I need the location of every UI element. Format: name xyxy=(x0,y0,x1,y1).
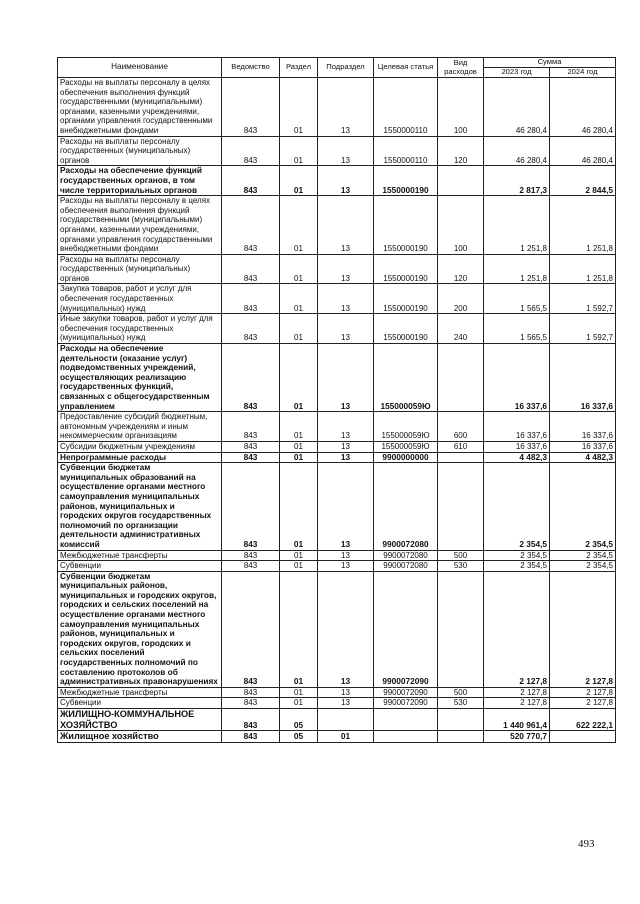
cell-sum-2023: 1 251,8 xyxy=(484,254,550,284)
cell-department: 843 xyxy=(222,344,280,412)
cell-subsection: 13 xyxy=(318,412,374,442)
cell-sum-2024: 46 280,4 xyxy=(550,78,616,137)
cell-sum-2024 xyxy=(550,731,616,743)
cell-sum-2024: 2 127,8 xyxy=(550,571,616,687)
table-row xyxy=(58,709,616,731)
cell-department: 843 xyxy=(222,284,280,314)
cell-expense-type xyxy=(438,731,484,743)
budget-table xyxy=(57,57,616,743)
header-sum: Сумма xyxy=(484,58,616,68)
cell-section: 01 xyxy=(280,687,318,698)
cell-name: ЖИЛИЩНО-КОММУНАЛЬНОЕ ХОЗЯЙСТВО xyxy=(58,709,222,731)
budget-table-sheet xyxy=(57,57,615,743)
cell-sum-2023: 2 354,5 xyxy=(484,463,550,550)
cell-department: 843 xyxy=(222,452,280,463)
cell-section: 01 xyxy=(280,78,318,137)
cell-subsection: 13 xyxy=(318,698,374,709)
cell-target: 155000059Ю xyxy=(374,344,438,412)
cell-sum-2023: 1 251,8 xyxy=(484,196,550,255)
cell-subsection: 13 xyxy=(318,687,374,698)
cell-target xyxy=(374,709,438,731)
cell-expense-type xyxy=(438,344,484,412)
cell-expense-type: 100 xyxy=(438,78,484,137)
cell-section: 05 xyxy=(280,731,318,743)
cell-sum-2024: 2 354,5 xyxy=(550,561,616,572)
cell-name: Жилищное хозяйство xyxy=(58,731,222,743)
cell-subsection: 13 xyxy=(318,166,374,196)
cell-sum-2023: 16 337,6 xyxy=(484,441,550,452)
cell-section: 01 xyxy=(280,136,318,166)
cell-subsection: 13 xyxy=(318,452,374,463)
cell-sum-2024: 622 222,1 xyxy=(550,709,616,731)
cell-expense-type: 120 xyxy=(438,254,484,284)
cell-name: Расходы на выплаты персоналу государственных (муниципальных) органов xyxy=(58,136,222,166)
table-row xyxy=(58,254,616,284)
cell-target: 9900072080 xyxy=(374,463,438,550)
cell-target: 155000059Ю xyxy=(374,441,438,452)
cell-name: Расходы на выплаты персоналу государственных (муниципальных) органов xyxy=(58,254,222,284)
cell-subsection: 13 xyxy=(318,571,374,687)
cell-department: 843 xyxy=(222,78,280,137)
cell-section: 01 xyxy=(280,196,318,255)
cell-sum-2023: 2 127,8 xyxy=(484,571,550,687)
cell-expense-type xyxy=(438,709,484,731)
cell-name: Иные закупки товаров, работ и услуг для обеспечения государственных (муниципальных) нужд xyxy=(58,314,222,344)
cell-section: 01 xyxy=(280,550,318,561)
cell-target: 1550000190 xyxy=(374,254,438,284)
cell-section: 01 xyxy=(280,441,318,452)
header-subsection: Подраздел xyxy=(318,58,374,78)
cell-department: 843 xyxy=(222,561,280,572)
table-row xyxy=(58,166,616,196)
cell-sum-2024: 1 592,7 xyxy=(550,284,616,314)
cell-target: 1550000110 xyxy=(374,78,438,137)
cell-sum-2023: 2 127,8 xyxy=(484,698,550,709)
cell-sum-2023: 1 565,5 xyxy=(484,314,550,344)
cell-target: 1550000190 xyxy=(374,166,438,196)
cell-department: 843 xyxy=(222,314,280,344)
cell-name: Расходы на обеспечение функций государственных органов, в том числе территориальных органов xyxy=(58,166,222,196)
table-row xyxy=(58,550,616,561)
cell-subsection: 13 xyxy=(318,441,374,452)
cell-subsection: 13 xyxy=(318,344,374,412)
cell-name: Расходы на обеспечение деятельности (оказание услуг) подведомственных учреждений, осуществляющих реализацию государственных функций, связанных с общегосударственным управлением xyxy=(58,344,222,412)
header-department: Ведомство xyxy=(222,58,280,78)
page-number: 493 xyxy=(578,838,595,850)
cell-department: 843 xyxy=(222,571,280,687)
cell-section: 01 xyxy=(280,254,318,284)
cell-department: 843 xyxy=(222,136,280,166)
cell-name: Субвенции xyxy=(58,698,222,709)
cell-section: 01 xyxy=(280,561,318,572)
cell-sum-2023: 2 817,3 xyxy=(484,166,550,196)
cell-subsection: 13 xyxy=(318,78,374,137)
table-row xyxy=(58,196,616,255)
cell-target: 1550000110 xyxy=(374,136,438,166)
header-section: Раздел xyxy=(280,58,318,78)
cell-section: 01 xyxy=(280,314,318,344)
cell-sum-2023: 520 770,7 xyxy=(484,731,550,743)
cell-expense-type xyxy=(438,463,484,550)
cell-expense-type: 530 xyxy=(438,698,484,709)
cell-department: 843 xyxy=(222,166,280,196)
cell-department: 843 xyxy=(222,550,280,561)
cell-sum-2023: 1 440 961,4 xyxy=(484,709,550,731)
cell-target xyxy=(374,731,438,743)
cell-expense-type: 120 xyxy=(438,136,484,166)
cell-expense-type: 500 xyxy=(438,550,484,561)
cell-target: 9900000000 xyxy=(374,452,438,463)
cell-department: 843 xyxy=(222,254,280,284)
cell-subsection: 13 xyxy=(318,284,374,314)
cell-target: 9900072090 xyxy=(374,698,438,709)
table-row xyxy=(58,344,616,412)
header-name: Наименование xyxy=(58,58,222,78)
cell-subsection: 13 xyxy=(318,561,374,572)
cell-name: Субвенции бюджетам муниципальных образований на осуществление органами местного самоуправления муниципальных районов, муниципальных и городских округов государственных полномочий по организации деятельности административных комиссий xyxy=(58,463,222,550)
table-row xyxy=(58,441,616,452)
cell-department: 843 xyxy=(222,441,280,452)
table-row xyxy=(58,561,616,572)
cell-section: 01 xyxy=(280,452,318,463)
cell-department: 843 xyxy=(222,687,280,698)
cell-subsection: 13 xyxy=(318,136,374,166)
cell-department: 843 xyxy=(222,709,280,731)
cell-expense-type xyxy=(438,452,484,463)
cell-section: 01 xyxy=(280,166,318,196)
cell-subsection: 13 xyxy=(318,550,374,561)
cell-sum-2024: 2 354,5 xyxy=(550,463,616,550)
cell-subsection xyxy=(318,709,374,731)
header-target: Целевая статья xyxy=(374,58,438,78)
cell-sum-2024: 1 592,7 xyxy=(550,314,616,344)
cell-sum-2024: 16 337,6 xyxy=(550,344,616,412)
table-row xyxy=(58,571,616,687)
cell-expense-type: 600 xyxy=(438,412,484,442)
table-row xyxy=(58,136,616,166)
cell-name: Межбюджетные трансферты xyxy=(58,687,222,698)
cell-subsection: 13 xyxy=(318,254,374,284)
cell-target: 155000059Ю xyxy=(374,412,438,442)
cell-name: Субсидии бюджетным учреждениям xyxy=(58,441,222,452)
cell-target: 1550000190 xyxy=(374,196,438,255)
cell-sum-2024: 2 354,5 xyxy=(550,550,616,561)
cell-sum-2023: 4 482,3 xyxy=(484,452,550,463)
table-row xyxy=(58,698,616,709)
table-row xyxy=(58,463,616,550)
cell-target: 9900072080 xyxy=(374,550,438,561)
cell-department: 843 xyxy=(222,731,280,743)
cell-sum-2024: 2 844,5 xyxy=(550,166,616,196)
cell-section: 01 xyxy=(280,344,318,412)
cell-sum-2024: 46 280,4 xyxy=(550,136,616,166)
cell-name: Расходы на выплаты персоналу в целях обеспечения выполнения функций государственными (муниципальными) органами, казенными учреждениями, органами управления государственными внебюджетными фондами xyxy=(58,78,222,137)
cell-department: 843 xyxy=(222,412,280,442)
cell-sum-2023: 2 354,5 xyxy=(484,561,550,572)
cell-sum-2023: 16 337,6 xyxy=(484,344,550,412)
cell-sum-2024: 1 251,8 xyxy=(550,196,616,255)
table-row xyxy=(58,452,616,463)
cell-expense-type: 240 xyxy=(438,314,484,344)
table-body xyxy=(58,78,616,743)
cell-name: Непрограммные расходы xyxy=(58,452,222,463)
cell-expense-type: 530 xyxy=(438,561,484,572)
header-year-2024: 2024 год xyxy=(550,68,616,78)
cell-target: 9900072090 xyxy=(374,687,438,698)
cell-expense-type: 100 xyxy=(438,196,484,255)
cell-subsection: 13 xyxy=(318,196,374,255)
cell-name: Субвенции xyxy=(58,561,222,572)
table-row xyxy=(58,731,616,743)
cell-subsection: 13 xyxy=(318,463,374,550)
cell-subsection: 01 xyxy=(318,731,374,743)
cell-section: 01 xyxy=(280,698,318,709)
cell-sum-2024: 16 337,6 xyxy=(550,441,616,452)
cell-sum-2023: 1 565,5 xyxy=(484,284,550,314)
cell-sum-2024: 4 482,3 xyxy=(550,452,616,463)
cell-department: 843 xyxy=(222,196,280,255)
table-row xyxy=(58,314,616,344)
header-expense-type: Вид расходов xyxy=(438,58,484,78)
cell-name: Субвенции бюджетам муниципальных районов, муниципальных и городских округов, городских и сельских поселений на осуществление органами местного самоуправления муниципальных районов, муниципальных и городских округов, городских и сельских поселений государственных полномочий по составлению протоколов об административных правонарушениях xyxy=(58,571,222,687)
cell-sum-2023: 16 337,6 xyxy=(484,412,550,442)
cell-expense-type: 610 xyxy=(438,441,484,452)
cell-expense-type: 500 xyxy=(438,687,484,698)
cell-expense-type: 200 xyxy=(438,284,484,314)
cell-sum-2023: 46 280,4 xyxy=(484,136,550,166)
cell-target: 9900072090 xyxy=(374,571,438,687)
cell-target: 9900072080 xyxy=(374,561,438,572)
cell-target: 1550000190 xyxy=(374,314,438,344)
cell-sum-2023: 2 354,5 xyxy=(484,550,550,561)
cell-name: Расходы на выплаты персоналу в целях обеспечения выполнения функций государственными (муниципальными) органами, казенными учреждениями, органами управления государственными внебюджетными фондами xyxy=(58,196,222,255)
table-row xyxy=(58,687,616,698)
cell-expense-type xyxy=(438,571,484,687)
cell-department: 843 xyxy=(222,698,280,709)
cell-section: 01 xyxy=(280,412,318,442)
cell-section: 01 xyxy=(280,284,318,314)
cell-sum-2024: 2 127,8 xyxy=(550,698,616,709)
table-row xyxy=(58,78,616,137)
table-row xyxy=(58,412,616,442)
cell-sum-2024: 1 251,8 xyxy=(550,254,616,284)
cell-sum-2023: 46 280,4 xyxy=(484,78,550,137)
cell-expense-type xyxy=(438,166,484,196)
cell-section: 05 xyxy=(280,709,318,731)
cell-sum-2024: 16 337,6 xyxy=(550,412,616,442)
cell-section: 01 xyxy=(280,463,318,550)
table-row xyxy=(58,284,616,314)
cell-subsection: 13 xyxy=(318,314,374,344)
cell-sum-2023: 2 127,8 xyxy=(484,687,550,698)
cell-sum-2024: 2 127,8 xyxy=(550,687,616,698)
cell-name: Межбюджетные трансферты xyxy=(58,550,222,561)
cell-name: Предоставление субсидий бюджетным, автономным учреждениям и иным некоммерческим организациям xyxy=(58,412,222,442)
cell-target: 1550000190 xyxy=(374,284,438,314)
cell-name: Закупка товаров, работ и услуг для обеспечения государственных (муниципальных) нужд xyxy=(58,284,222,314)
cell-section: 01 xyxy=(280,571,318,687)
cell-department: 843 xyxy=(222,463,280,550)
header-year-2023: 2023 год xyxy=(484,68,550,78)
